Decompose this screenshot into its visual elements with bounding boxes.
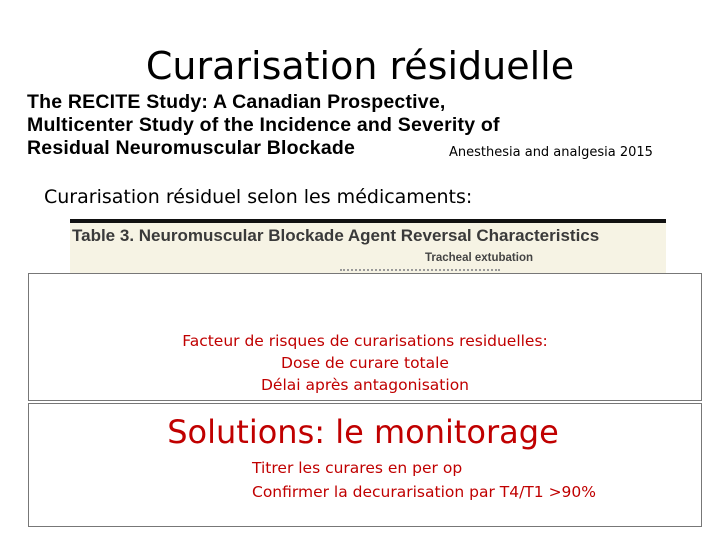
solution-item: Titrer les curares en per op [252, 459, 463, 477]
solutions-heading: Solutions: le monitorage [167, 413, 559, 451]
solution-item: Confirmer la decurarisation par T4/T1 >90% [252, 483, 597, 501]
study-title-line: Residual Neuromuscular Blockade [27, 137, 356, 159]
study-title-line: Multicenter Study of the Incidence and Severity of [27, 114, 500, 136]
risk-factor-item: Délai après antagonisation [260, 376, 470, 394]
study-title-line: The RECITE Study: A Canadian Prospective, [27, 91, 446, 113]
slide-title: Curarisation résiduelle [145, 44, 575, 88]
journal-citation: Anesthesia and analgesia 2015 [449, 145, 653, 160]
table-caption: Table 3. Neuromuscular Blockade Agent Reversal Characteristics [72, 226, 600, 245]
risk-factors-text [0, 330, 720, 396]
table-excerpt [70, 219, 666, 273]
solutions-list [252, 456, 596, 504]
risk-factors-heading: Facteur de risques de curarisations residuelles: [182, 332, 548, 350]
slide-subtitle: Curarisation résiduel selon les médicaments: [44, 186, 473, 208]
study-title [27, 91, 500, 160]
table-column-header: Tracheal extubation [425, 252, 534, 264]
risk-factor-item: Dose de curare totale [281, 354, 449, 372]
table-top-rule [70, 219, 666, 223]
